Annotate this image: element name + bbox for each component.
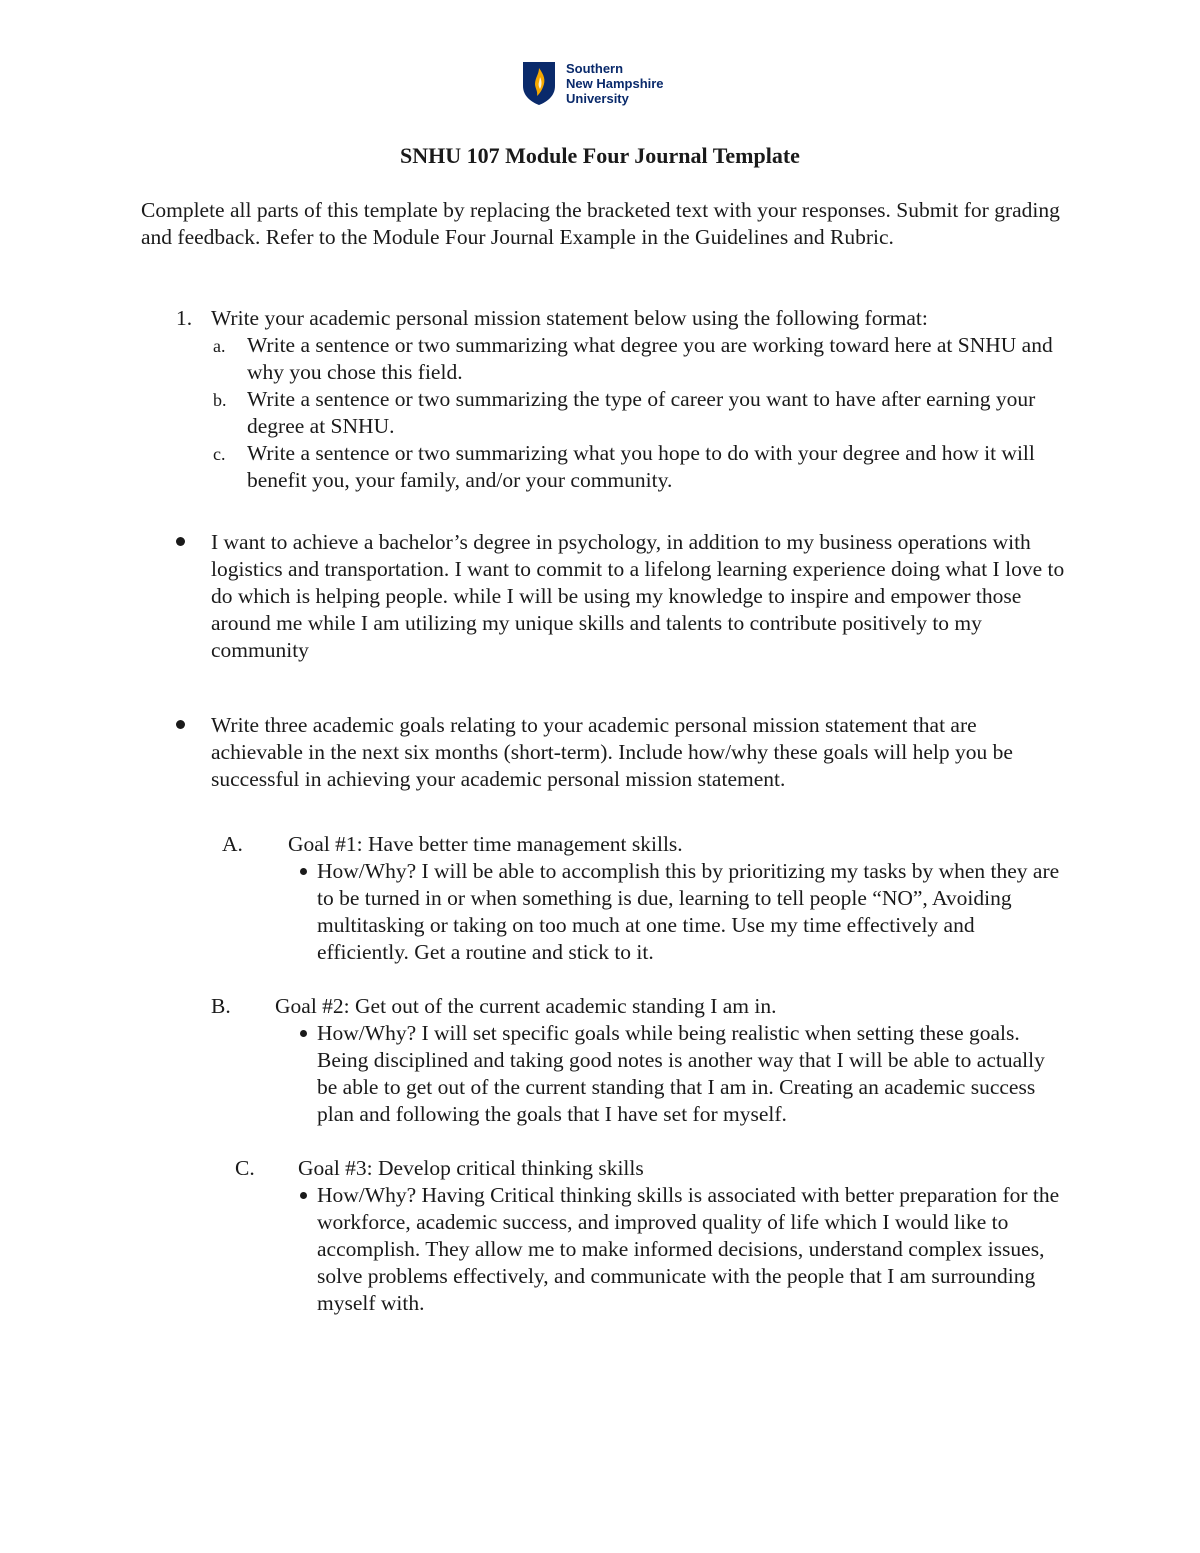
response-bullet <box>176 537 185 546</box>
goal-a-marker: A. <box>222 832 243 856</box>
goal-a-how: How/Why? I will be able to accomplish this by prioritizing my tasks by when they are to be turned in or when something is due, learning to tell people “NO”, Avoiding multitasking or taking on too much at one time. Use my time effectively and efficiently. Get a routine and stick to it. <box>317 859 1060 964</box>
item-1-text: Write your academic personal mission statement below using the following format: <box>211 306 928 330</box>
goal-c-bullet-wrap <box>300 1182 312 1209</box>
goal-b-title: Goal #2: Get out of the current academic standing I am in. <box>275 994 777 1018</box>
logo-line-1: Southern <box>566 60 624 76</box>
subitem-a-text: Write a sentence or two summarizing what degree you are working toward here at SNHU and why you chose this field. <box>247 333 1053 384</box>
snhu-logo <box>521 58 664 108</box>
logo-line-3: University <box>566 90 629 106</box>
goal-a-bullet <box>300 868 307 875</box>
goal-b-marker: B. <box>211 994 231 1018</box>
subitem-a-marker: a. <box>213 336 226 356</box>
goal-a-title: Goal #1: Have better time management skills. <box>288 832 683 856</box>
intro-paragraph: Complete all parts of this template by replacing the bracketed text with your responses. Submit for grading and feedback. Refer to the Module Four Journal Example in the Guidelines and Rubric. <box>141 198 1060 249</box>
item-1-number: 1. <box>176 306 193 330</box>
flame-shield-icon <box>521 60 557 106</box>
subitem-c-text: Write a sentence or two summarizing what you hope to do with your degree and how it will benefit you, your family, and/or your community. <box>247 441 1035 492</box>
goal-b-how: How/Why? I will set specific goals while being realistic when setting these goals. Being disciplined and taking good notes is another way that I will be able to actually be able to get out of the current standing that I am in. Creating an academic success plan and following the goals that I have set for myself. <box>317 1021 1045 1126</box>
goal-c-how: How/Why? Having Critical thinking skills is associated with better preparation for the workforce, academic success, and improved quality of life which I would like to accomplish. They allow me to make informed decisions, understand complex issues, solve problems effectively, and communicate with the people that I am surrounding myself with. <box>317 1183 1060 1315</box>
goal-c-title: Goal #3: Develop critical thinking skills <box>298 1156 644 1180</box>
goal-c-bullet <box>300 1192 307 1199</box>
item-2-text: Write three academic goals relating to your academic personal mission statement that are achievable in the next six months (short-term). Include how/why these goals will help you be successful in achieving your academic personal mission statement. <box>211 713 1013 791</box>
goal-c-marker: C. <box>235 1156 255 1180</box>
logo-wordmark <box>566 61 664 106</box>
goal-b-bullet <box>300 1030 307 1037</box>
goal-b-bullet-wrap <box>300 1020 312 1047</box>
subitem-b-marker: b. <box>213 390 227 410</box>
subitem-c-marker: c. <box>213 444 226 464</box>
mission-statement-response: I want to achieve a bachelor’s degree in psychology, in addition to my business operations with logistics and transportation. I want to commit to a lifelong learning experience doing what I love to do which is helping people. while I will be using my knowledge to inspire and empower those around me while I am utilizing my unique skills and talents to contribute positively to my community <box>211 530 1065 662</box>
item-2-bullet <box>176 720 185 729</box>
page-title: SNHU 107 Module Four Journal Template <box>400 143 800 168</box>
subitem-b-text: Write a sentence or two summarizing the type of career you want to have after earning your degree at SNHU. <box>247 387 1036 438</box>
logo-line-2: New Hampshire <box>566 75 664 91</box>
goal-a-bullet-wrap <box>300 858 312 885</box>
